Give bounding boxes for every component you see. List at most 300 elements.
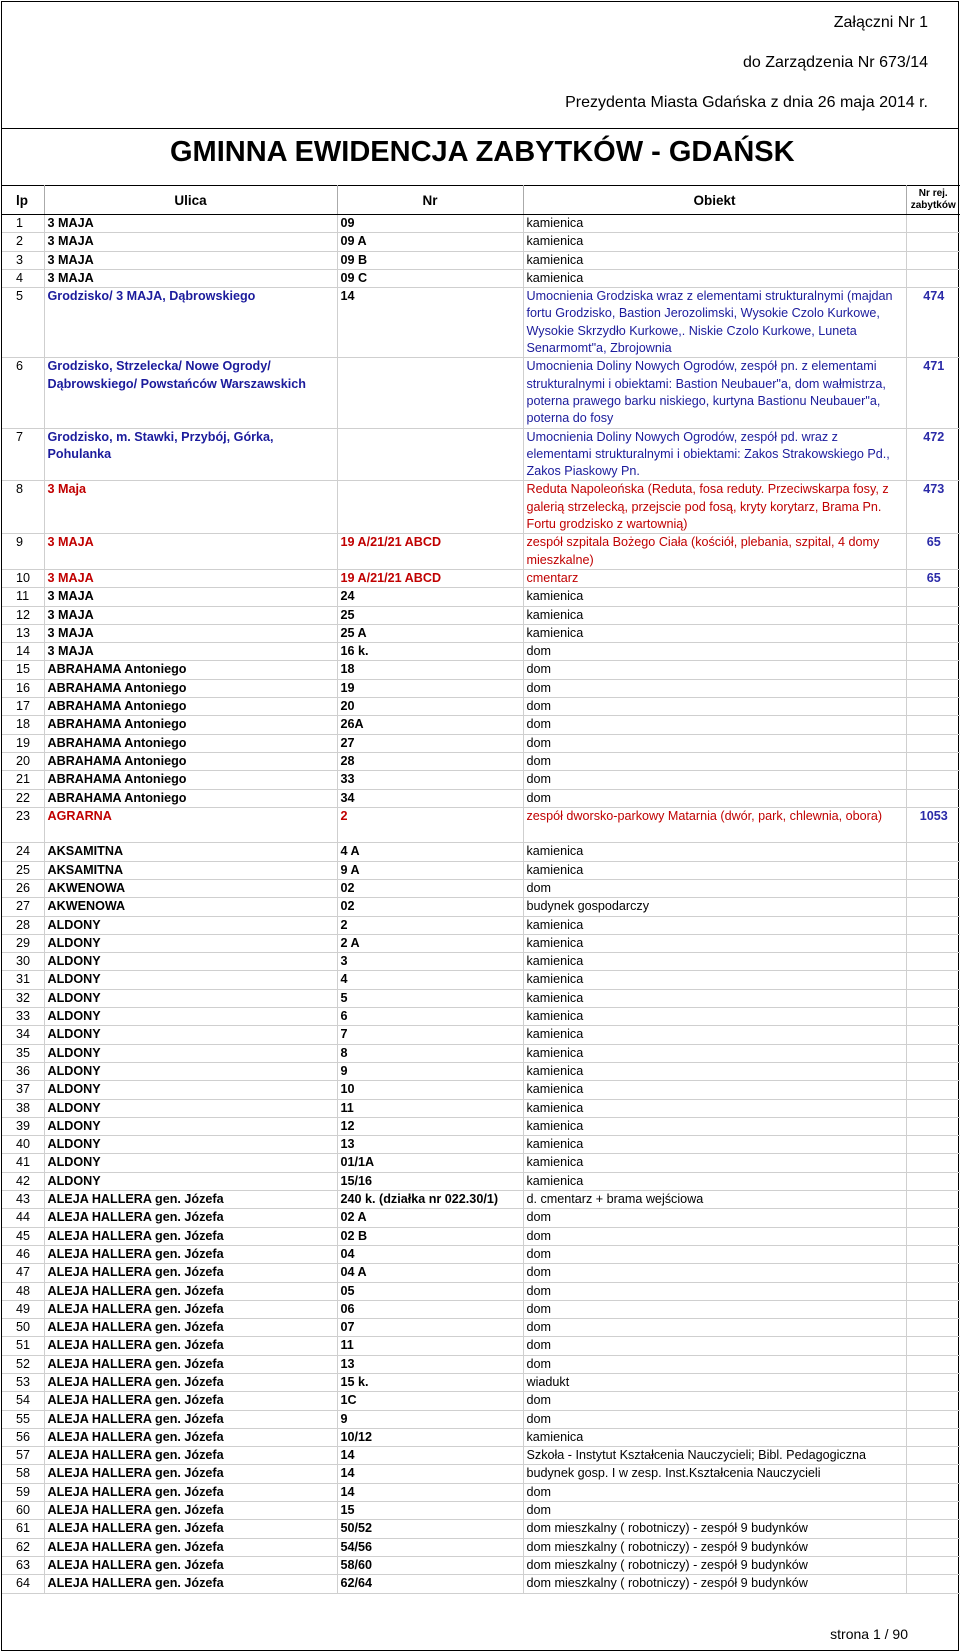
cell-street: AGRARNA bbox=[44, 807, 337, 843]
cell-register-number bbox=[906, 843, 960, 861]
cell-lp: 14 bbox=[2, 643, 44, 661]
cell-number: 14 bbox=[337, 288, 523, 358]
cell-object: kamienica bbox=[523, 989, 906, 1007]
table-row bbox=[2, 1520, 960, 1538]
cell-register-number bbox=[906, 1392, 960, 1410]
page-counter: strona 1 / 90 bbox=[830, 1626, 908, 1642]
cell-number: 14 bbox=[337, 1483, 523, 1501]
cell-lp: 24 bbox=[2, 843, 44, 861]
table-row bbox=[2, 661, 960, 679]
cell-register-number bbox=[906, 698, 960, 716]
cell-object: dom bbox=[523, 661, 906, 679]
table-row bbox=[2, 1319, 960, 1337]
table-row bbox=[2, 1245, 960, 1263]
cell-number: 50/52 bbox=[337, 1520, 523, 1538]
cell-number: 04 A bbox=[337, 1264, 523, 1282]
cell-street: ALEJA HALLERA gen. Józefa bbox=[44, 1447, 337, 1465]
cell-object: dom bbox=[523, 1227, 906, 1245]
cell-street: 3 MAJA bbox=[44, 251, 337, 269]
column-header-street: Ulica bbox=[44, 186, 337, 215]
cell-register-number bbox=[906, 1099, 960, 1117]
cell-register-number: 65 bbox=[906, 569, 960, 587]
table-row bbox=[2, 215, 960, 233]
cell-lp: 22 bbox=[2, 789, 44, 807]
cell-number: 11 bbox=[337, 1099, 523, 1117]
table-row bbox=[2, 1136, 960, 1154]
table-row bbox=[2, 861, 960, 879]
cell-street: ABRAHAMA Antoniego bbox=[44, 679, 337, 697]
cell-street: ALDONY bbox=[44, 1099, 337, 1117]
cell-register-number bbox=[906, 661, 960, 679]
table-row bbox=[2, 1008, 960, 1026]
cell-number: 34 bbox=[337, 789, 523, 807]
cell-object: Reduta Napoleońska (Reduta, fosa reduty. Przeciwskarpa fosy, z galerią strzelecką, przejscie pod fosą, kryty korytarz, Brama Pn. Fortu grodzisko z wartownią) bbox=[523, 481, 906, 534]
table-row bbox=[2, 358, 960, 428]
cell-register-number bbox=[906, 971, 960, 989]
cell-register-number bbox=[906, 1520, 960, 1538]
cell-register-number bbox=[906, 1538, 960, 1556]
cell-register-number bbox=[906, 1264, 960, 1282]
cell-number: 02 B bbox=[337, 1227, 523, 1245]
cell-street: ALDONY bbox=[44, 1136, 337, 1154]
cell-register-number bbox=[906, 1556, 960, 1574]
cell-object: dom bbox=[523, 1337, 906, 1355]
cell-number: 06 bbox=[337, 1300, 523, 1318]
cell-street: ALEJA HALLERA gen. Józefa bbox=[44, 1538, 337, 1556]
cell-number: 10 bbox=[337, 1081, 523, 1099]
cell-lp: 2 bbox=[2, 233, 44, 251]
cell-register-number bbox=[906, 771, 960, 789]
cell-street: ALDONY bbox=[44, 1081, 337, 1099]
cell-number: 7 bbox=[337, 1026, 523, 1044]
cell-register-number bbox=[906, 1300, 960, 1318]
cell-street: ABRAHAMA Antoniego bbox=[44, 661, 337, 679]
table-row bbox=[2, 588, 960, 606]
cell-lp: 10 bbox=[2, 569, 44, 587]
document-title: GMINNA EWIDENCJA ZABYTKÓW - GDAŃSK bbox=[170, 136, 795, 168]
cell-lp: 46 bbox=[2, 1245, 44, 1263]
cell-object: dom mieszkalny ( robotniczy) - zespół 9 budynków bbox=[523, 1556, 906, 1574]
cell-number: 18 bbox=[337, 661, 523, 679]
cell-object: dom bbox=[523, 1355, 906, 1373]
cell-number: 2 bbox=[337, 916, 523, 934]
cell-number: 09 A bbox=[337, 233, 523, 251]
cell-lp: 44 bbox=[2, 1209, 44, 1227]
table-row bbox=[2, 1209, 960, 1227]
cell-object: kamienica bbox=[523, 1044, 906, 1062]
cell-register-number: 473 bbox=[906, 481, 960, 534]
cell-number: 09 bbox=[337, 215, 523, 233]
table-row bbox=[2, 251, 960, 269]
cell-register-number: 1053 bbox=[906, 807, 960, 843]
cell-street: ABRAHAMA Antoniego bbox=[44, 789, 337, 807]
cell-number: 3 bbox=[337, 953, 523, 971]
table-row bbox=[2, 569, 960, 587]
document-page bbox=[1, 1, 959, 1651]
cell-street: ALEJA HALLERA gen. Józefa bbox=[44, 1191, 337, 1209]
cell-number: 4 A bbox=[337, 843, 523, 861]
cell-street: 3 MAJA bbox=[44, 215, 337, 233]
cell-lp: 52 bbox=[2, 1355, 44, 1373]
monuments-register-table bbox=[2, 185, 960, 1594]
table-row bbox=[2, 1282, 960, 1300]
table-row bbox=[2, 1428, 960, 1446]
table-row bbox=[2, 789, 960, 807]
cell-object: kamienica bbox=[523, 843, 906, 861]
cell-register-number bbox=[906, 1447, 960, 1465]
cell-register-number bbox=[906, 1428, 960, 1446]
column-header-register-number: Nr rej. zabytków bbox=[906, 186, 960, 215]
cell-register-number bbox=[906, 1209, 960, 1227]
cell-street: ALEJA HALLERA gen. Józefa bbox=[44, 1556, 337, 1574]
cell-street: ALDONY bbox=[44, 1154, 337, 1172]
cell-lp: 54 bbox=[2, 1392, 44, 1410]
cell-lp: 12 bbox=[2, 606, 44, 624]
table-row bbox=[2, 916, 960, 934]
cell-register-number bbox=[906, 1081, 960, 1099]
cell-number: 1C bbox=[337, 1392, 523, 1410]
attachment-number: Załączni Nr 1 bbox=[833, 14, 928, 31]
table-row bbox=[2, 1465, 960, 1483]
table-row bbox=[2, 1447, 960, 1465]
table-row bbox=[2, 1081, 960, 1099]
cell-street: ALEJA HALLERA gen. Józefa bbox=[44, 1319, 337, 1337]
cell-lp: 16 bbox=[2, 679, 44, 697]
cell-lp: 9 bbox=[2, 534, 44, 570]
cell-object: kamienica bbox=[523, 1172, 906, 1190]
cell-register-number bbox=[906, 898, 960, 916]
cell-lp: 6 bbox=[2, 358, 44, 428]
table-row bbox=[2, 953, 960, 971]
cell-register-number bbox=[906, 934, 960, 952]
cell-number: 02 bbox=[337, 879, 523, 897]
table-row bbox=[2, 481, 960, 534]
cell-object: Umocnienia Doliny Nowych Ogrodów, zespół pd. wraz z elementami strukturalnymi i obiektami: Zakos Strakowskiego Pd., Zakos Piaskowy Pn. bbox=[523, 428, 906, 481]
cell-number: 6 bbox=[337, 1008, 523, 1026]
cell-lp: 32 bbox=[2, 989, 44, 1007]
cell-lp: 29 bbox=[2, 934, 44, 952]
cell-register-number bbox=[906, 716, 960, 734]
cell-object: kamienica bbox=[523, 1081, 906, 1099]
cell-object: d. cmentarz + brama wejściowa bbox=[523, 1191, 906, 1209]
cell-street: 3 MAJA bbox=[44, 606, 337, 624]
table-row bbox=[2, 843, 960, 861]
cell-object: kamienica bbox=[523, 1428, 906, 1446]
cell-register-number bbox=[906, 1062, 960, 1080]
table-row bbox=[2, 698, 960, 716]
cell-number: 9 bbox=[337, 1062, 523, 1080]
cell-register-number: 65 bbox=[906, 534, 960, 570]
cell-register-number bbox=[906, 734, 960, 752]
cell-lp: 3 bbox=[2, 251, 44, 269]
ordinance-reference: do Zarządzenia Nr 673/14 bbox=[743, 54, 928, 71]
cell-number: 15/16 bbox=[337, 1172, 523, 1190]
cell-lp: 17 bbox=[2, 698, 44, 716]
cell-number: 9 A bbox=[337, 861, 523, 879]
cell-object: cmentarz bbox=[523, 569, 906, 587]
cell-street: ALDONY bbox=[44, 971, 337, 989]
table-row bbox=[2, 679, 960, 697]
cell-object: dom bbox=[523, 771, 906, 789]
cell-number: 27 bbox=[337, 734, 523, 752]
cell-street: ALDONY bbox=[44, 1117, 337, 1135]
cell-object: kamienica bbox=[523, 971, 906, 989]
cell-object: kamienica bbox=[523, 953, 906, 971]
cell-object: dom bbox=[523, 752, 906, 770]
cell-street: ALEJA HALLERA gen. Józefa bbox=[44, 1245, 337, 1263]
table-row bbox=[2, 1099, 960, 1117]
cell-register-number bbox=[906, 251, 960, 269]
cell-register-number bbox=[906, 789, 960, 807]
table-row bbox=[2, 534, 960, 570]
cell-object: kamienica bbox=[523, 1136, 906, 1154]
cell-lp: 11 bbox=[2, 588, 44, 606]
cell-register-number bbox=[906, 1483, 960, 1501]
column-header-lp: lp bbox=[2, 186, 44, 215]
cell-lp: 18 bbox=[2, 716, 44, 734]
cell-register-number bbox=[906, 1282, 960, 1300]
cell-street: 3 MAJA bbox=[44, 569, 337, 587]
cell-number: 240 k. (działka nr 022.30/1) bbox=[337, 1191, 523, 1209]
cell-street: 3 MAJA bbox=[44, 534, 337, 570]
cell-number: 19 A/21/21 ABCD bbox=[337, 569, 523, 587]
table-row bbox=[2, 752, 960, 770]
cell-register-number bbox=[906, 1044, 960, 1062]
table-row bbox=[2, 1264, 960, 1282]
cell-object: dom mieszkalny ( robotniczy) - zespół 9 budynków bbox=[523, 1538, 906, 1556]
cell-object: zespół szpitala Bożego Ciała (kościół, plebania, szpital, 4 domy mieszkalne) bbox=[523, 534, 906, 570]
cell-lp: 21 bbox=[2, 771, 44, 789]
cell-register-number bbox=[906, 1227, 960, 1245]
table-row bbox=[2, 233, 960, 251]
cell-number: 19 bbox=[337, 679, 523, 697]
cell-number: 25 bbox=[337, 606, 523, 624]
cell-register-number bbox=[906, 679, 960, 697]
cell-register-number: 471 bbox=[906, 358, 960, 428]
cell-lp: 7 bbox=[2, 428, 44, 481]
cell-street: ALDONY bbox=[44, 916, 337, 934]
cell-object: Umocnienia Grodziska wraz z elementami strukturalnymi (majdan fortu Grodzisko, Bastion Jerozolimski, Wysokie Czolo Kurkowe, Wysokie Skrzydło Kurkowe,. Niskie Czolo Kurkowe, Luneta Senarmomt"a, Zbrojownia bbox=[523, 288, 906, 358]
table-row bbox=[2, 606, 960, 624]
cell-object: dom bbox=[523, 1483, 906, 1501]
cell-object: zespół dworsko-parkowy Matarnia (dwór, park, chlewnia, obora) bbox=[523, 807, 906, 843]
cell-object: kamienica bbox=[523, 215, 906, 233]
table-row bbox=[2, 934, 960, 952]
cell-object: dom bbox=[523, 734, 906, 752]
cell-object: budynek gosp. I w zesp. Inst.Kształcenia Nauczycieli bbox=[523, 1465, 906, 1483]
column-header-number: Nr bbox=[337, 186, 523, 215]
cell-number: 07 bbox=[337, 1319, 523, 1337]
cell-lp: 42 bbox=[2, 1172, 44, 1190]
cell-object: kamienica bbox=[523, 861, 906, 879]
cell-street: ALDONY bbox=[44, 953, 337, 971]
cell-object: dom bbox=[523, 1392, 906, 1410]
cell-street: Grodzisko/ 3 MAJA, Dąbrowskiego bbox=[44, 288, 337, 358]
cell-number: 54/56 bbox=[337, 1538, 523, 1556]
cell-street: ALEJA HALLERA gen. Józefa bbox=[44, 1282, 337, 1300]
table-row bbox=[2, 643, 960, 661]
column-header-object: Obiekt bbox=[523, 186, 906, 215]
table-row bbox=[2, 1575, 960, 1593]
cell-register-number bbox=[906, 1136, 960, 1154]
cell-lp: 38 bbox=[2, 1099, 44, 1117]
cell-street: ALEJA HALLERA gen. Józefa bbox=[44, 1355, 337, 1373]
table-row bbox=[2, 428, 960, 481]
cell-lp: 41 bbox=[2, 1154, 44, 1172]
cell-street: AKSAMITNA bbox=[44, 843, 337, 861]
cell-lp: 64 bbox=[2, 1575, 44, 1593]
cell-register-number bbox=[906, 1355, 960, 1373]
cell-lp: 15 bbox=[2, 661, 44, 679]
cell-register-number bbox=[906, 233, 960, 251]
cell-register-number bbox=[906, 1374, 960, 1392]
cell-object: kamienica bbox=[523, 624, 906, 642]
cell-object: dom mieszkalny ( robotniczy) - zespół 9 budynków bbox=[523, 1575, 906, 1593]
table-row bbox=[2, 1374, 960, 1392]
cell-street: ALEJA HALLERA gen. Józefa bbox=[44, 1392, 337, 1410]
cell-object: dom bbox=[523, 879, 906, 897]
cell-number: 14 bbox=[337, 1447, 523, 1465]
cell-number: 24 bbox=[337, 588, 523, 606]
cell-number: 09 C bbox=[337, 269, 523, 287]
ordinance-issuer-date: Prezydenta Miasta Gdańska z dnia 26 maja 2014 r. bbox=[565, 94, 928, 111]
cell-object: dom bbox=[523, 1282, 906, 1300]
cell-number: 09 B bbox=[337, 251, 523, 269]
cell-object: kamienica bbox=[523, 1099, 906, 1117]
cell-street: ALEJA HALLERA gen. Józefa bbox=[44, 1337, 337, 1355]
cell-number: 26A bbox=[337, 716, 523, 734]
cell-street: ALEJA HALLERA gen. Józefa bbox=[44, 1465, 337, 1483]
cell-lp: 43 bbox=[2, 1191, 44, 1209]
table-row bbox=[2, 624, 960, 642]
table-row bbox=[2, 971, 960, 989]
cell-lp: 39 bbox=[2, 1117, 44, 1135]
table-row bbox=[2, 1483, 960, 1501]
cell-lp: 5 bbox=[2, 288, 44, 358]
cell-object: dom bbox=[523, 1209, 906, 1227]
table-row bbox=[2, 1410, 960, 1428]
cell-register-number bbox=[906, 1410, 960, 1428]
cell-number: 2 bbox=[337, 807, 523, 843]
table-row bbox=[2, 1538, 960, 1556]
cell-register-number bbox=[906, 1337, 960, 1355]
cell-number: 05 bbox=[337, 1282, 523, 1300]
cell-street: 3 MAJA bbox=[44, 624, 337, 642]
cell-street: ALEJA HALLERA gen. Józefa bbox=[44, 1264, 337, 1282]
cell-register-number bbox=[906, 1172, 960, 1190]
cell-object: kamienica bbox=[523, 1154, 906, 1172]
cell-register-number bbox=[906, 624, 960, 642]
cell-lp: 37 bbox=[2, 1081, 44, 1099]
cell-lp: 35 bbox=[2, 1044, 44, 1062]
cell-register-number bbox=[906, 588, 960, 606]
cell-street: ALDONY bbox=[44, 1008, 337, 1026]
cell-object: kamienica bbox=[523, 233, 906, 251]
cell-lp: 57 bbox=[2, 1447, 44, 1465]
table-row bbox=[2, 989, 960, 1007]
table-row bbox=[2, 879, 960, 897]
cell-register-number bbox=[906, 1026, 960, 1044]
table-row bbox=[2, 716, 960, 734]
cell-lp: 26 bbox=[2, 879, 44, 897]
cell-register-number bbox=[906, 643, 960, 661]
table-row bbox=[2, 1191, 960, 1209]
cell-street: ABRAHAMA Antoniego bbox=[44, 734, 337, 752]
cell-lp: 25 bbox=[2, 861, 44, 879]
cell-register-number: 472 bbox=[906, 428, 960, 481]
table-row bbox=[2, 1172, 960, 1190]
cell-lp: 61 bbox=[2, 1520, 44, 1538]
cell-number: 19 A/21/21 ABCD bbox=[337, 534, 523, 570]
table-row bbox=[2, 1355, 960, 1373]
table-row bbox=[2, 1300, 960, 1318]
cell-lp: 27 bbox=[2, 898, 44, 916]
cell-lp: 40 bbox=[2, 1136, 44, 1154]
cell-street: ALEJA HALLERA gen. Józefa bbox=[44, 1483, 337, 1501]
cell-street: ABRAHAMA Antoniego bbox=[44, 716, 337, 734]
table-row bbox=[2, 1154, 960, 1172]
cell-street: ALEJA HALLERA gen. Józefa bbox=[44, 1575, 337, 1593]
cell-street: AKWENOWA bbox=[44, 898, 337, 916]
cell-lp: 51 bbox=[2, 1337, 44, 1355]
cell-object: kamienica bbox=[523, 251, 906, 269]
cell-object: dom bbox=[523, 1300, 906, 1318]
cell-number: 01/1A bbox=[337, 1154, 523, 1172]
cell-object: kamienica bbox=[523, 269, 906, 287]
cell-street: ALEJA HALLERA gen. Józefa bbox=[44, 1300, 337, 1318]
cell-number: 2 A bbox=[337, 934, 523, 952]
cell-lp: 23 bbox=[2, 807, 44, 843]
cell-number: 16 k. bbox=[337, 643, 523, 661]
cell-number: 28 bbox=[337, 752, 523, 770]
cell-object: dom bbox=[523, 1410, 906, 1428]
cell-lp: 28 bbox=[2, 916, 44, 934]
cell-lp: 13 bbox=[2, 624, 44, 642]
cell-lp: 31 bbox=[2, 971, 44, 989]
cell-register-number bbox=[906, 1319, 960, 1337]
cell-street: Grodzisko, m. Stawki, Przybój, Górka, Pohulanka bbox=[44, 428, 337, 481]
cell-number: 25 A bbox=[337, 624, 523, 642]
cell-street: ALDONY bbox=[44, 1044, 337, 1062]
cell-street: 3 Maja bbox=[44, 481, 337, 534]
cell-object: kamienica bbox=[523, 606, 906, 624]
cell-register-number bbox=[906, 989, 960, 1007]
cell-lp: 55 bbox=[2, 1410, 44, 1428]
cell-object: dom bbox=[523, 679, 906, 697]
cell-object: dom bbox=[523, 643, 906, 661]
cell-lp: 48 bbox=[2, 1282, 44, 1300]
cell-street: ALDONY bbox=[44, 1062, 337, 1080]
cell-lp: 30 bbox=[2, 953, 44, 971]
cell-number bbox=[337, 481, 523, 534]
cell-street: ALEJA HALLERA gen. Józefa bbox=[44, 1227, 337, 1245]
cell-object: dom mieszkalny ( robotniczy) - zespół 9 budynków bbox=[523, 1520, 906, 1538]
cell-street: ALDONY bbox=[44, 989, 337, 1007]
cell-lp: 59 bbox=[2, 1483, 44, 1501]
cell-object: dom bbox=[523, 1264, 906, 1282]
cell-number: 5 bbox=[337, 989, 523, 1007]
cell-number: 10/12 bbox=[337, 1428, 523, 1446]
cell-number: 4 bbox=[337, 971, 523, 989]
table-header-row bbox=[2, 186, 960, 215]
cell-object: kamienica bbox=[523, 1008, 906, 1026]
cell-number: 15 bbox=[337, 1502, 523, 1520]
cell-street: 3 MAJA bbox=[44, 269, 337, 287]
cell-register-number bbox=[906, 1008, 960, 1026]
cell-street: Grodzisko, Strzelecka/ Nowe Ogrody/ Dąbrowskiego/ Powstańców Warszawskich bbox=[44, 358, 337, 428]
cell-number: 02 A bbox=[337, 1209, 523, 1227]
cell-street: ALEJA HALLERA gen. Józefa bbox=[44, 1410, 337, 1428]
